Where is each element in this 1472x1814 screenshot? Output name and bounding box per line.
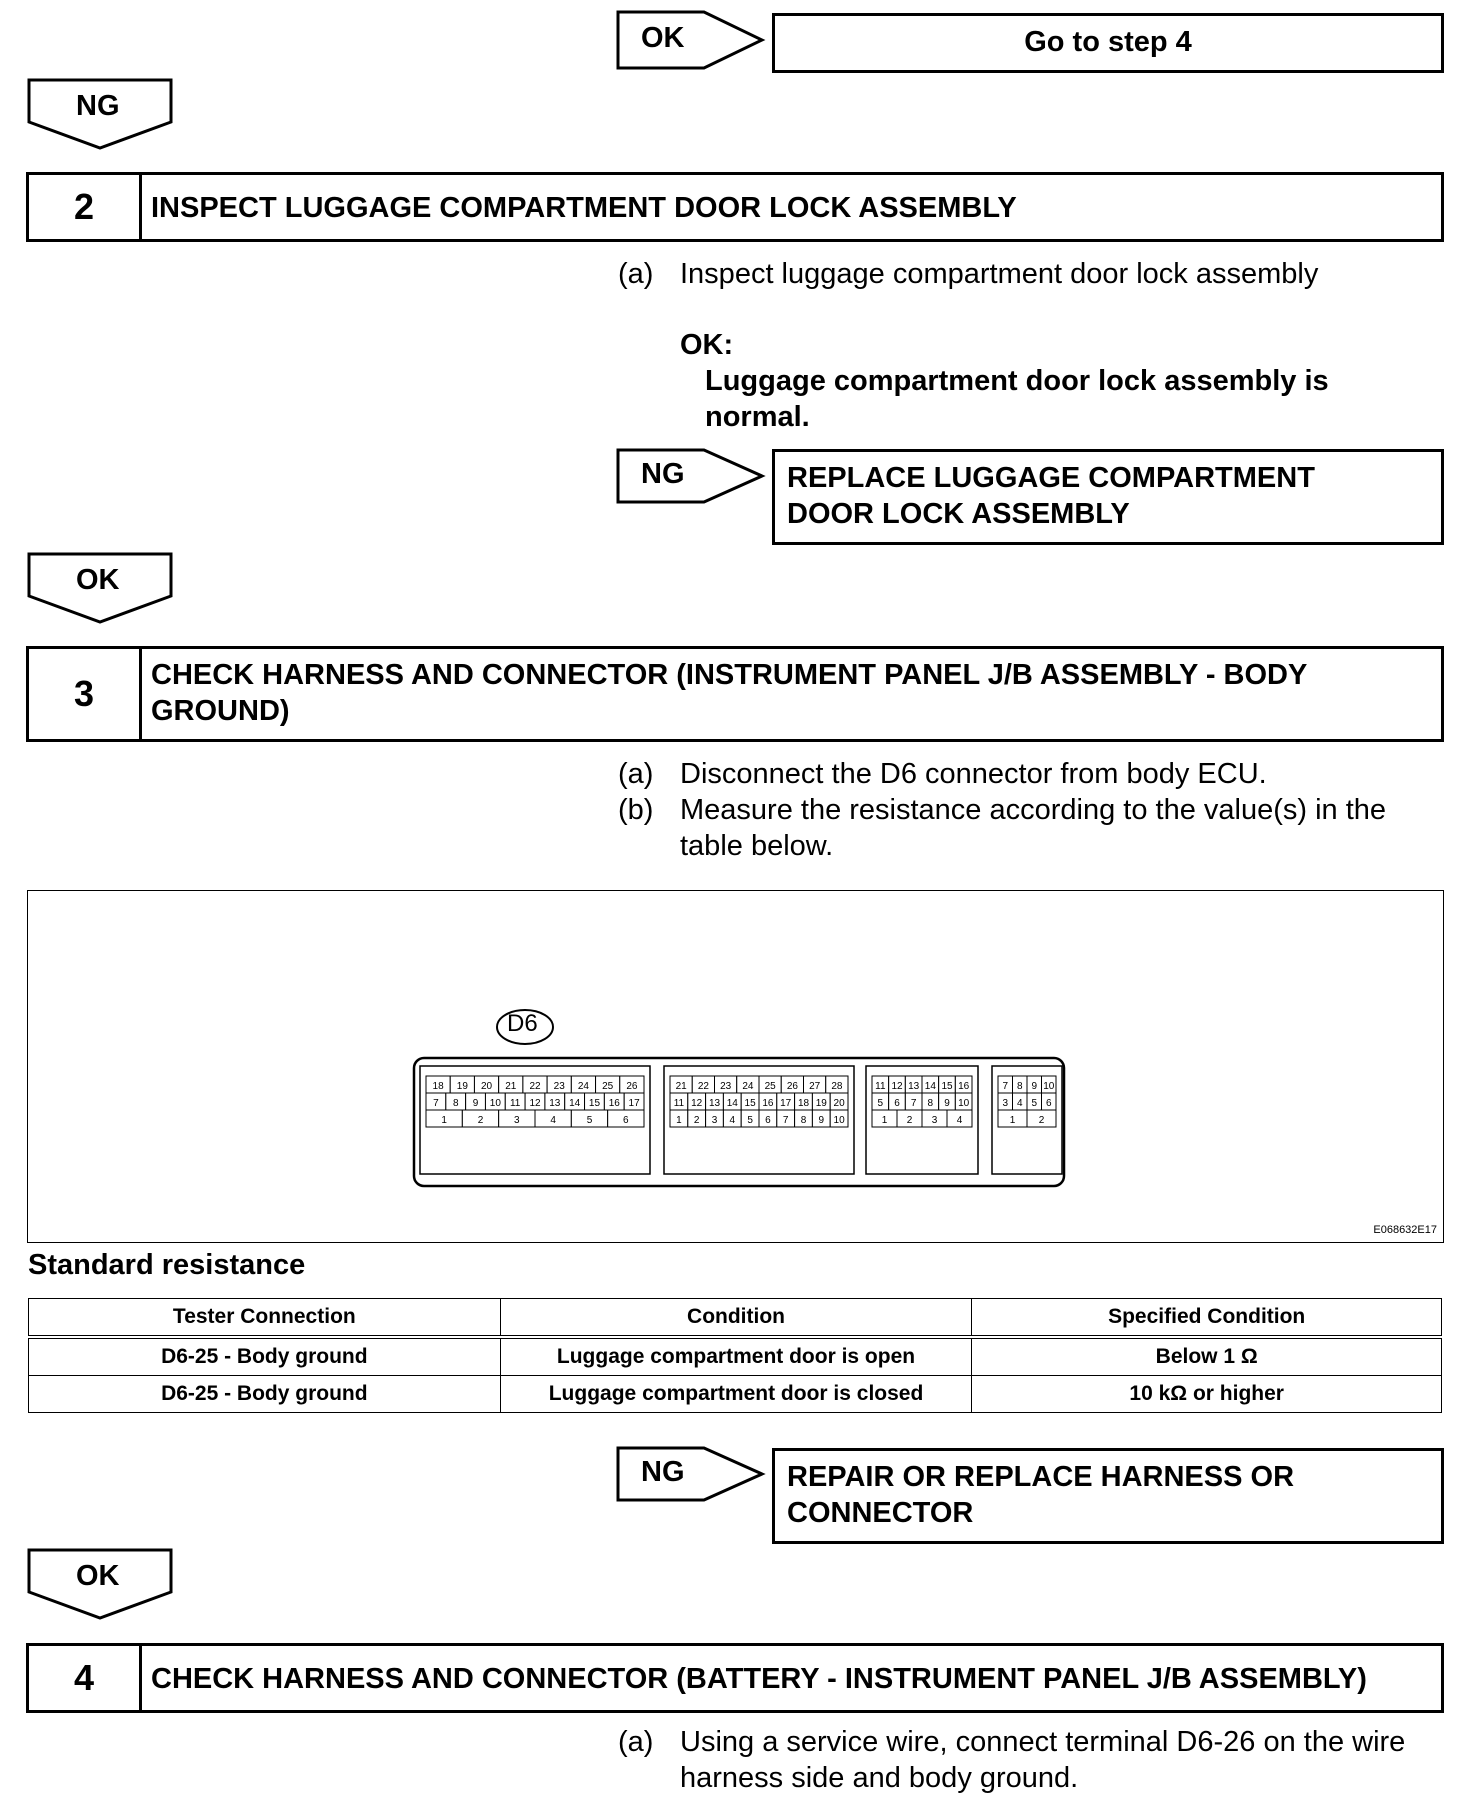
terminal-number: 23 <box>720 1081 732 1092</box>
terminal-number: 24 <box>742 1081 754 1092</box>
step-3-header <box>26 646 1444 742</box>
result-line: REPAIR OR REPLACE HARNESS OR <box>787 1461 1295 1493</box>
terminal-number: 12 <box>529 1098 541 1109</box>
terminal-number: 3 <box>514 1115 520 1126</box>
d6-label: D6 <box>507 1010 538 1037</box>
table-cell: 10 kΩ or higher <box>972 1376 1442 1413</box>
right-arrow-shape <box>616 10 766 70</box>
terminal-number: 23 <box>553 1081 565 1092</box>
item-text: table below. <box>680 830 834 862</box>
terminal-number: 21 <box>675 1081 687 1092</box>
step-title: CHECK HARNESS AND CONNECTOR (BATTERY - INSTRUMENT PANEL J/B ASSEMBLY) <box>151 1663 1367 1695</box>
result-line: REPLACE LUGGAGE COMPARTMENT <box>787 462 1315 494</box>
terminal-number: 27 <box>809 1081 821 1092</box>
terminal-number: 9 <box>818 1115 825 1126</box>
terminal-number: 17 <box>628 1098 640 1109</box>
terminal-number: 16 <box>958 1081 970 1092</box>
terminal-number: 2 <box>693 1115 700 1126</box>
terminal-number: 10 <box>489 1098 501 1109</box>
terminal-number: 12 <box>691 1098 703 1109</box>
terminal-number: 9 <box>944 1098 950 1109</box>
item-label: (a) <box>618 758 654 790</box>
ok-arrow-label: OK <box>641 22 685 54</box>
terminal-number: 13 <box>708 1098 721 1109</box>
terminal-number: 21 <box>505 1081 517 1092</box>
terminal-number: 6 <box>1045 1098 1052 1109</box>
terminal-number: 25 <box>602 1081 614 1092</box>
terminal-number: 7 <box>782 1115 789 1126</box>
terminal-number: 15 <box>941 1081 953 1092</box>
table-cell: Luggage compartment door is closed <box>500 1376 972 1413</box>
terminal-number: 6 <box>765 1115 771 1126</box>
table-cell: D6-25 - Body ground <box>29 1376 501 1413</box>
item-text: harness side and body ground. <box>680 1762 1079 1794</box>
ok-criteria-line: Luggage compartment door lock assembly is <box>705 365 1329 397</box>
terminal-number: 18 <box>432 1081 444 1092</box>
step-2-header <box>26 172 1444 242</box>
step-number: 3 <box>29 649 142 739</box>
terminal-number: 4 <box>1016 1098 1023 1109</box>
terminal-number: 6 <box>894 1098 900 1109</box>
go-to-step-4-box <box>772 13 1444 73</box>
terminal-number: 18 <box>797 1098 810 1109</box>
terminal-number: 7 <box>1002 1081 1009 1092</box>
terminal-number: 22 <box>529 1081 541 1092</box>
d6-connector-drawing <box>28 891 1442 1241</box>
table-header-cell: Tester Connection <box>29 1299 501 1338</box>
terminal-number: 26 <box>626 1081 638 1092</box>
table-row <box>29 1376 1442 1413</box>
image-code: E068632E17 <box>1373 1224 1437 1236</box>
terminal-number: 24 <box>577 1081 590 1092</box>
ok-heading: OK: <box>680 329 734 361</box>
terminal-number: 3 <box>711 1115 718 1126</box>
terminal-number: 15 <box>744 1098 756 1109</box>
terminal-number: 2 <box>906 1115 913 1126</box>
terminal-number: 26 <box>786 1081 798 1092</box>
terminal-number: 12 <box>891 1081 903 1092</box>
table-header-cell: Specified Condition <box>972 1299 1442 1338</box>
terminal-number: 10 <box>1043 1081 1055 1092</box>
terminal-number: 5 <box>877 1098 884 1109</box>
terminal-number: 3 <box>1002 1098 1009 1109</box>
terminal-number: 11 <box>875 1081 886 1092</box>
terminal-number: 3 <box>931 1115 938 1126</box>
right-arrow-shape <box>616 448 766 504</box>
ok-arrow-label: OK <box>76 1560 120 1592</box>
terminal-number: 8 <box>800 1115 807 1126</box>
terminal-number: 1 <box>881 1115 888 1126</box>
terminal-number: 5 <box>1031 1098 1038 1109</box>
terminal-number: 17 <box>780 1098 792 1109</box>
ng-arrow-label: NG <box>76 90 120 122</box>
item-label: (b) <box>618 794 654 826</box>
repair-harness-box <box>772 1448 1444 1544</box>
step-title-line: CHECK HARNESS AND CONNECTOR (INSTRUMENT PANEL J/B ASSEMBLY - BODY <box>151 659 1308 691</box>
item-label: (a) <box>618 258 654 290</box>
step-title: INSPECT LUGGAGE COMPARTMENT DOOR LOCK ASSEMBLY <box>151 192 1017 224</box>
terminal-number: 25 <box>764 1081 776 1092</box>
step-number: 4 <box>29 1646 142 1710</box>
terminal-number: 11 <box>509 1098 521 1109</box>
terminal-number: 2 <box>477 1115 484 1126</box>
table-cell: Luggage compartment door is open <box>500 1337 972 1376</box>
terminal-number: 15 <box>588 1098 601 1109</box>
terminal-number: 19 <box>456 1081 468 1092</box>
terminal-number: 19 <box>815 1098 827 1109</box>
terminal-number: 11 <box>673 1098 685 1109</box>
terminal-number: 4 <box>729 1115 736 1126</box>
terminal-number: 8 <box>452 1098 459 1109</box>
table-header-cell: Condition <box>500 1299 972 1338</box>
step-4-header <box>26 1643 1444 1713</box>
ng-arrow-label: NG <box>641 1456 685 1488</box>
terminal-number: 1 <box>676 1115 682 1126</box>
ok-criteria-line: normal. <box>705 401 810 433</box>
ng-arrow-label: NG <box>641 458 685 490</box>
item-text: Using a service wire, connect terminal D6-26 on the wire <box>680 1726 1406 1758</box>
terminal-number: 13 <box>549 1098 561 1109</box>
right-arrow-shape <box>616 1446 766 1502</box>
terminal-number: 14 <box>569 1098 581 1109</box>
terminal-number: 13 <box>908 1081 920 1092</box>
result-line: CONNECTOR <box>787 1497 974 1529</box>
step-number: 2 <box>29 175 142 239</box>
terminal-number: 10 <box>958 1098 970 1109</box>
terminal-number: 20 <box>480 1081 493 1092</box>
terminal-number: 5 <box>747 1115 753 1126</box>
replace-door-lock-box <box>772 449 1444 545</box>
terminal-number: 28 <box>831 1081 843 1092</box>
go-to-step-4-text: Go to step 4 <box>1024 26 1192 58</box>
table-header-row <box>29 1299 1442 1338</box>
item-label: (a) <box>618 1726 654 1758</box>
terminal-number: 1 <box>441 1115 447 1126</box>
terminal-number: 1 <box>1009 1115 1016 1126</box>
terminal-number: 14 <box>726 1098 738 1109</box>
item-text: Inspect luggage compartment door lock assembly <box>680 258 1319 290</box>
result-line: DOOR LOCK ASSEMBLY <box>787 498 1130 530</box>
terminal-number: 4 <box>956 1115 963 1126</box>
table-cell: D6-25 - Body ground <box>29 1337 501 1376</box>
item-text: Disconnect the D6 connector from body ECU. <box>680 758 1267 790</box>
item-text: Measure the resistance according to the value(s) in the <box>680 794 1387 826</box>
terminal-number: 9 <box>1031 1081 1038 1092</box>
standard-resistance-table <box>28 1298 1442 1413</box>
terminal-number: 8 <box>1016 1081 1023 1092</box>
terminal-number: 5 <box>586 1115 593 1126</box>
terminal-number: 22 <box>697 1081 709 1092</box>
terminal-number: 6 <box>623 1115 629 1126</box>
terminal-number: 9 <box>472 1098 479 1109</box>
terminal-number: 20 <box>833 1098 845 1109</box>
terminal-number: 4 <box>550 1115 556 1126</box>
table-row <box>29 1337 1442 1376</box>
terminal-number: 16 <box>608 1098 620 1109</box>
terminal-number: 14 <box>924 1081 936 1092</box>
connector-diagram <box>27 890 1444 1243</box>
table-cell: Below 1 Ω <box>972 1337 1442 1376</box>
terminal-number: 8 <box>927 1098 934 1109</box>
terminal-number: 16 <box>762 1098 774 1109</box>
step-title-line: GROUND) <box>151 695 290 727</box>
terminal-number: 10 <box>833 1115 845 1126</box>
table-title: Standard resistance <box>28 1249 306 1281</box>
terminal-number: 7 <box>910 1098 917 1109</box>
ok-arrow-label: OK <box>76 564 120 596</box>
terminal-number: 7 <box>433 1098 439 1109</box>
terminal-number: 2 <box>1038 1115 1045 1126</box>
